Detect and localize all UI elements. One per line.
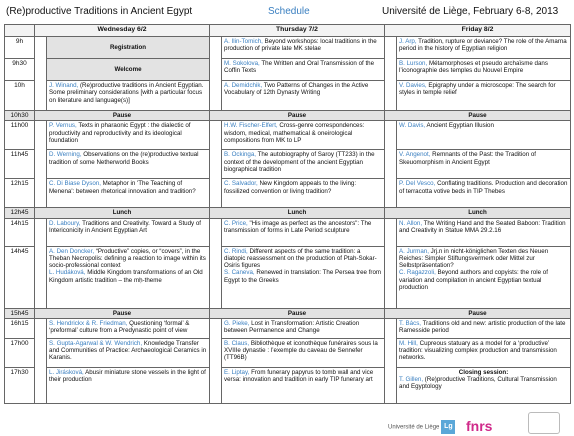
time-11h00: 11h00 <box>5 121 35 150</box>
venue-dates: Université de Liège, February 6-8, 2013 <box>382 6 559 17</box>
talk-wed-16h15: S. Hendrickx & R. Friedman, Questioning ‘formal’ & ‘preformal’ culture from a Predynastic point of view <box>47 318 210 338</box>
chair-fri-midday <box>385 121 397 208</box>
talk-fri-14h45-b: C. Ragazzoli, Beyond authors and copyists: the role of variation and compilation in ancient Egyptian textual production <box>399 269 548 292</box>
talk-wed-12h15: C. Di Biase Dyson, Metaphor in 'The Teaching of Menena': between rhetorical innovation and tradition? <box>47 179 210 208</box>
talk-thu-14h45-a: C. Rindi, Different aspects of the same tradition: a diatopic reassessment on the production of Ptah-Sokar-Osiris figures <box>224 247 377 270</box>
pause-fri-pm: Pause <box>385 308 571 318</box>
talk-fri-14h45-a: A. Jurman, Jrj.n in nicht-königlichen Texten des Neuen Reiches: Simpler Stiftungsvermerk oder Mittel zur Selbstpräsentation? <box>399 247 549 270</box>
chair-thu-midday <box>210 121 222 208</box>
header <box>0 0 574 24</box>
talk-wed-10h: J. Winand, (Re)productive traditions in Ancient Egyptian. Some preliminary considerations [with a particular focus on literature and language(s)] <box>47 81 210 111</box>
talk-fri-12h15: P. Del Vesco, Conflating traditions. Production and decoration of terracotta votive beds in TIP Thebes <box>397 179 571 208</box>
pause-thu-am: Pause <box>210 111 385 121</box>
chair-wed-morning <box>35 37 47 111</box>
row-10h <box>5 81 571 111</box>
chair-fri-morning <box>385 37 397 111</box>
talk-fri-17h00: M. Hill, Cupreous statuary as a model for a ‘productive’ tradition: visualizing complex production and transmission networks. <box>397 338 571 367</box>
lunch-thu: Lunch <box>210 208 385 218</box>
schedule-table <box>4 24 571 404</box>
chair-thu-afternoon <box>210 218 222 308</box>
talk-fri-closing: T. Gillen, (Re)productive Traditions, Cultural Transmission and Egyptology <box>399 376 557 391</box>
lunch-fri: Lunch <box>385 208 571 218</box>
time-14h15: 14h15 <box>5 218 35 246</box>
day-header-row <box>5 25 571 37</box>
talk-thu-12h15: C. Salvador, New Kingdom appeals to the living: fossilized convention or living tradition? <box>222 179 385 208</box>
talk-fri-11h00: W. Davis, Ancient Egyptian Illusion <box>397 121 571 150</box>
talk-thu-14h45-b: S. Caneva, Renewed in translation: The Persea tree from Egypt to the Greeks <box>224 269 382 284</box>
talk-wed-17h30: L. Jirásková, Abusir miniature stone vessels in the light of their production <box>47 367 210 403</box>
time-14h45: 14h45 <box>5 246 35 308</box>
time-9h: 9h <box>5 37 35 59</box>
talk-thu-9h30: M. Sokolova, The Written and Oral Transmission of the Coffin Texts <box>222 59 385 81</box>
row-9h30 <box>5 59 571 81</box>
row-14h45 <box>5 246 571 308</box>
chair-wed-evening <box>35 318 47 403</box>
talk-thu-17h00: B. Claus, Bibliothèque et iconothèque funéraires sous la XVIIIe dynastie : l’exemple du caveau de Sennefer (TT96B) <box>222 338 385 367</box>
row-11h45 <box>5 150 571 179</box>
chair-fri-evening <box>385 318 397 403</box>
talk-thu-14h15: C. Price, "His image as perfect as the ancestors": The transmission of forms in Late Period sculpture <box>222 218 385 246</box>
talks-fri-14h45 <box>397 246 571 308</box>
chair-fri-afternoon <box>385 218 397 308</box>
row-17h00 <box>5 338 571 367</box>
talk-fri-9h30: B. Lurson, Métamorphoses et pseudo archaïsme dans l’iconographie des temples du Nouvel Empire <box>397 59 571 81</box>
time-15h45: 15h45 <box>5 308 35 318</box>
row-16h15 <box>5 318 571 338</box>
talk-fri-11h45: V. Angenot, Remnants of the Past: the Tradition of Skeuomorphism in Ancient Egypt <box>397 150 571 179</box>
pause-fri-am: Pause <box>385 111 571 121</box>
row-pause-15h45 <box>5 308 571 318</box>
conference-title: (Re)productive Traditions in Ancient Egypt <box>6 6 193 17</box>
fnrs-logo: fnrs <box>466 418 493 434</box>
talk-fri-9h: J. Arp, Tradition, rupture or deviance? The role of the Amarna period in the history of Egyptian religion <box>397 37 571 59</box>
talk-thu-16h15: G. Pieke, Lost in Transformation: Artistic Creation between Permanence and Change <box>222 318 385 338</box>
pause-wed-pm: Pause <box>35 308 210 318</box>
pause-wed-am: Pause <box>35 111 210 121</box>
day-header-fri: Friday 8/2 <box>385 25 571 37</box>
time-16h15: 16h15 <box>5 318 35 338</box>
time-10h30: 10h30 <box>5 111 35 121</box>
pause-thu-pm: Pause <box>210 308 385 318</box>
time-12h15: 12h15 <box>5 179 35 208</box>
talk-thu-11h45: B. Ockinga, The autobiography of Saroy (TT233) in the context of the development of the ancient Egyptian biographical tradition <box>222 150 385 179</box>
time-17h00: 17h00 <box>5 338 35 367</box>
time-11h45: 11h45 <box>5 150 35 179</box>
talk-thu-10h: A. Demidchik, Two Patterns of Changes in the Active Vocabulary of 12th Dynasty Writing <box>222 81 385 111</box>
talk-wed-14h45-a: A. Den Doncker, “Productive” copies, or “covers”, in the Theban Necropolis: defining a reaction to image within its socio-professional context <box>49 247 206 270</box>
talk-thu-9h: A. Ilin-Tomich, Beyond workshops: local traditions in the production of private late MK stelae <box>222 37 385 59</box>
talk-fri-14h15: N. Allon, The Writing Hand and the Seated Baboon: Tradition and Creativity in Statue MMA 29.2.16 <box>397 218 571 246</box>
welcome-cell: Welcome <box>47 59 210 81</box>
chair-wed-midday <box>35 121 47 208</box>
row-lunch <box>5 208 571 218</box>
chair-thu-morning <box>210 37 222 111</box>
schedule-label: Schedule <box>268 6 310 17</box>
talk-fri-17h30 <box>397 367 571 403</box>
row-17h30 <box>5 367 571 403</box>
registration-cell: Registration <box>47 37 210 59</box>
talks-wed-14h45 <box>47 246 210 308</box>
lunch-wed: Lunch <box>35 208 210 218</box>
row-pause-10h30 <box>5 111 571 121</box>
chair-wed-afternoon <box>35 218 47 308</box>
time-12h45: 12h45 <box>5 208 35 218</box>
chair-thu-evening <box>210 318 222 403</box>
corner-cell <box>5 25 35 37</box>
talk-thu-11h00: H.W. Fischer-Elfert, Cross-genre correspondences: wisdom, medical, mathematical & oneirological compositions from MK to LP <box>222 121 385 150</box>
time-9h30: 9h30 <box>5 59 35 81</box>
talk-wed-14h45-b: L. Hudáková, Middle Kingdom transformations of an Old Kingdom artistic tradition – the mḥ-theme <box>49 269 203 284</box>
partner-logo <box>528 412 560 434</box>
talk-wed-11h00: P. Vernus, Texts in pharaonic Egypt : the dialectic of productivity and reproductivity and its ideological foundation <box>47 121 210 150</box>
time-17h30: 17h30 <box>5 367 35 403</box>
ulg-logo: Université de Liège Lg <box>388 420 455 434</box>
day-header-thu: Thursday 7/2 <box>210 25 385 37</box>
sponsor-logos <box>388 410 568 434</box>
talk-wed-17h00: S. Gupta-Agarwal & W. Wendrich, Knowledge Transfer and Communities of Practice: Archaeological Ceramics in Karanis. <box>47 338 210 367</box>
talk-fri-10h: V. Davies, Epigraphy under a microscope: The search for styles in temple relief <box>397 81 571 111</box>
talk-thu-17h30: E. Liptay, From funerary papyrus to tomb wall and vice versa: innovation and tradition in early TIP funerary art <box>222 367 385 403</box>
day-header-wed: Wednesday 6/2 <box>35 25 210 37</box>
talk-fri-16h15: T. Bács, Traditions old and new: artistic production of the late Ramesside period <box>397 318 571 338</box>
time-10h: 10h <box>5 81 35 111</box>
row-12h15 <box>5 179 571 208</box>
row-11h00 <box>5 121 571 150</box>
talk-wed-11h45: D. Werning, Observations on the (re)productive textual tradition of some Netherworld Books <box>47 150 210 179</box>
row-14h15 <box>5 218 571 246</box>
row-9h <box>5 37 571 59</box>
closing-session-label: Closing session: <box>458 368 509 376</box>
talk-wed-14h15: D. Laboury, Traditions and Creativity. Toward a Study of Intericonicity in Ancient Egyptian Art <box>47 218 210 246</box>
talks-thu-14h45 <box>222 246 385 308</box>
